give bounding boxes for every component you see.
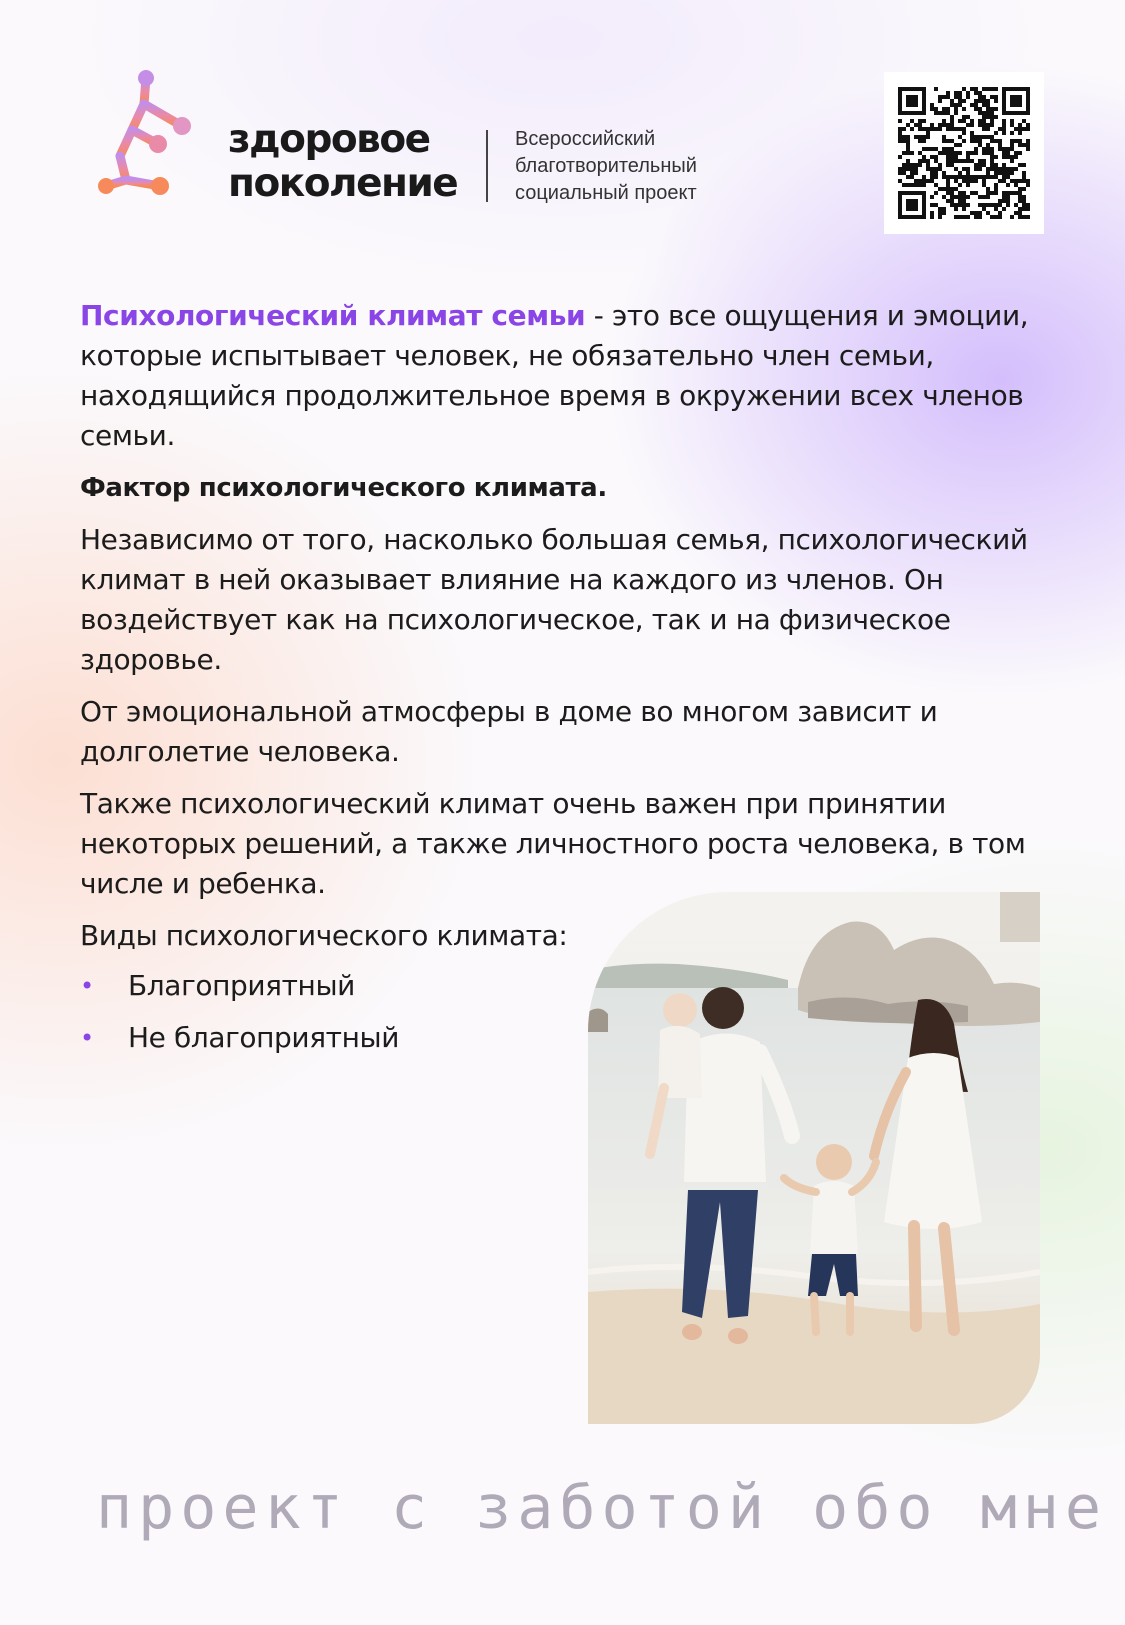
paragraph-2: От эмоциональной атмосферы в доме во многом зависит и долголетие человека. bbox=[80, 695, 938, 768]
brand-subtitle-line3: социальный проект bbox=[515, 182, 697, 204]
family-photo bbox=[588, 892, 1040, 1424]
brand-subtitle bbox=[515, 126, 697, 207]
section-heading: Фактор психологического климата. bbox=[80, 473, 607, 503]
bullet-icon: • bbox=[80, 1024, 94, 1052]
types-label: Виды психологического климата: bbox=[80, 919, 568, 952]
brand-name bbox=[228, 118, 457, 206]
qr-code-icon bbox=[898, 86, 1030, 220]
intro-term: Психологический климат семьи bbox=[80, 299, 586, 332]
qr-code[interactable] bbox=[884, 72, 1044, 234]
brand-name-line2: поколение bbox=[228, 161, 458, 206]
brand-subtitle-line1: Всероссийский bbox=[515, 128, 656, 150]
list-item-text: Благоприятный bbox=[128, 969, 355, 1002]
family-beach-photo bbox=[588, 892, 1040, 1424]
header bbox=[0, 0, 1125, 250]
brand-logo-icon bbox=[96, 70, 206, 206]
footer-slogan: проект с заботой обо мне bbox=[96, 1473, 1107, 1543]
paragraph-1: Независимо от того, насколько большая семья, психологический климат в ней оказывает влияние на каждого из членов. Он воздействует как на психологическое, так и на физическое здоровье. bbox=[80, 523, 1028, 676]
brand-name-line1: здоровое bbox=[228, 117, 430, 162]
brand-divider bbox=[486, 130, 488, 202]
brand-subtitle-line2: благотворительный bbox=[515, 155, 697, 177]
bullet-icon: • bbox=[80, 972, 94, 1000]
intro-text: - это все ощущения и эмоции, которые испытывает человек, не обязательно член семьи, находящийся продолжительное время в окружении всех членов семьи. bbox=[80, 299, 1029, 452]
paragraph-3: Также психологический климат очень важен при принятии некоторых решений, а также личностного роста человека, в том числе и ребенка. bbox=[80, 787, 1026, 900]
list-item-text: Не благоприятный bbox=[128, 1021, 399, 1054]
intro-paragraph bbox=[80, 296, 1040, 456]
